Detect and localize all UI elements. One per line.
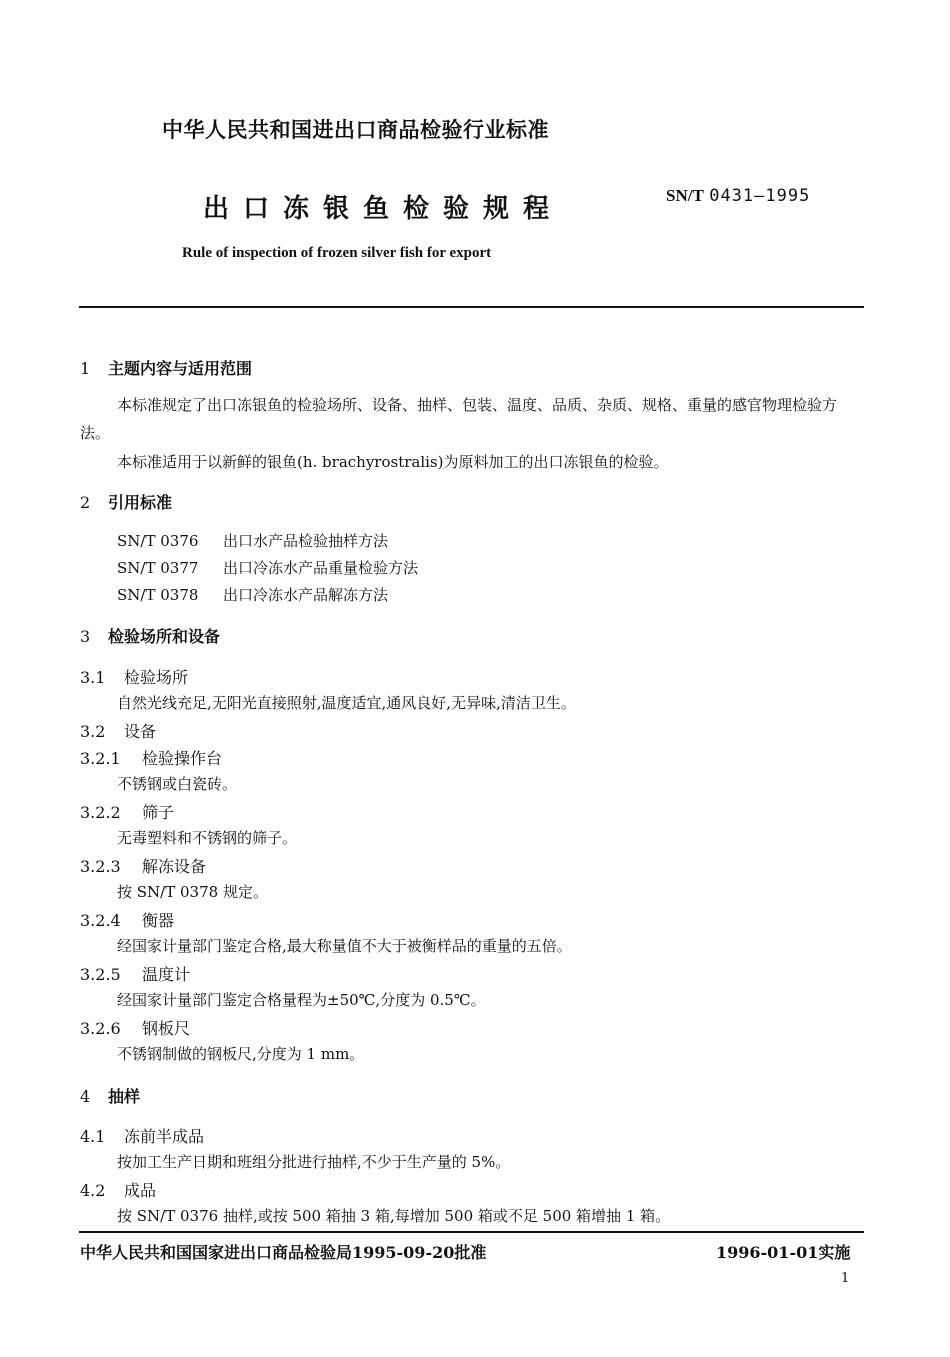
subsection-heading <box>80 1178 156 1201</box>
effective-date: 1996-01-01实施 <box>716 1243 851 1262</box>
page-number: 1 <box>841 1271 850 1286</box>
subsection-number: 3.2 <box>80 722 106 741</box>
subsection-number: 3.2.5 <box>80 965 121 984</box>
subsection-title: 钢板尺 <box>142 1019 191 1038</box>
subsection-text: 不锈钢制做的钢板尺,分度为 1 mm。 <box>117 1045 365 1063</box>
subsection-title: 筛子 <box>142 803 175 822</box>
standard-prefix: SN/T <box>666 186 704 205</box>
section-number: 3 <box>80 627 91 646</box>
section-2-heading <box>80 490 172 513</box>
subsection-title: 解冻设备 <box>142 857 207 876</box>
reference-code: SN/T 0377 <box>117 559 199 577</box>
section-title: 引用标准 <box>108 493 173 512</box>
approval-line: 中华人民共和国国家进出口商品检验局1995-09-20批准 <box>80 1243 487 1262</box>
subsection-text: 按加工生产日期和班组分批进行抽样,不少于生产量的 5%。 <box>117 1153 511 1171</box>
subsection-heading <box>80 665 188 688</box>
subsection-number: 3.2.4 <box>80 911 121 930</box>
subsection-number: 3.2.3 <box>80 857 121 876</box>
org-title: 中华人民共和国进出口商品检验行业标准 <box>162 117 549 142</box>
subsection-title: 衡器 <box>142 911 175 930</box>
subsection-number: 3.2.6 <box>80 1019 121 1038</box>
section-number: 2 <box>80 493 91 512</box>
subsection-heading <box>80 908 174 931</box>
section-number: 4 <box>80 1087 91 1106</box>
header-divider <box>79 306 864 308</box>
subsection-text: 经国家计量部门鉴定合格量程为±50℃,分度为 0.5℃。 <box>117 991 486 1009</box>
section-title: 主题内容与适用范围 <box>108 359 253 378</box>
subsection-heading <box>80 800 174 823</box>
section-number: 1 <box>80 359 91 378</box>
subsection-text: 按 SN/T 0376 抽样,或按 500 箱抽 3 箱,每增加 500 箱或不足 500 箱增抽 1 箱。 <box>117 1207 671 1225</box>
standard-code: 0431—1995 <box>709 186 811 206</box>
reference-code: SN/T 0376 <box>117 532 199 550</box>
subsection-text: 经国家计量部门鉴定合格,最大称量值不大于被衡样品的重量的五倍。 <box>117 937 572 955</box>
section-1-paragraph-2: 本标准适用于以新鲜的银鱼(h. brachyrostralis)为原料加工的出口冻银鱼的检验。 <box>117 453 669 471</box>
subsection-title: 温度计 <box>142 965 191 984</box>
subsection-number: 3.2.2 <box>80 803 121 822</box>
subsection-heading <box>80 746 222 769</box>
subsection-heading <box>80 719 156 742</box>
subsection-heading <box>80 854 206 877</box>
reference-title: 出口水产品检验抽样方法 <box>223 532 389 550</box>
subsection-number: 3.2.1 <box>80 749 121 768</box>
section-title: 检验场所和设备 <box>108 627 221 646</box>
subsection-title: 冻前半成品 <box>124 1127 205 1146</box>
subsection-title: 设备 <box>124 722 157 741</box>
subsection-text: 无毒塑料和不锈钢的筛子。 <box>117 829 298 847</box>
section-title: 抽样 <box>108 1087 141 1106</box>
subsection-number: 4.1 <box>80 1127 106 1146</box>
subsection-heading <box>80 1016 190 1039</box>
section-1-paragraph-1: 本标准规定了出口冻银鱼的检验场所、设备、抽样、包装、温度、品质、杂质、规格、重量的感官物理检验方法。 <box>80 396 838 442</box>
standard-number <box>666 186 810 206</box>
subsection-title: 成品 <box>124 1181 157 1200</box>
footer-divider <box>79 1231 864 1233</box>
subsection-title: 检验场所 <box>124 668 189 687</box>
section-1-heading <box>80 356 252 379</box>
reference-item <box>117 530 388 551</box>
subsection-text: 按 SN/T 0378 规定。 <box>117 883 268 901</box>
subsection-title: 检验操作台 <box>142 749 223 768</box>
section-4-heading <box>80 1084 140 1107</box>
subsection-text: 不锈钢或白瓷砖。 <box>117 775 238 793</box>
reference-item <box>117 557 418 578</box>
subsection-heading <box>80 962 190 985</box>
subsection-number: 4.2 <box>80 1181 106 1200</box>
english-title: Rule of inspection of frozen silver fish for export <box>182 245 492 261</box>
standard-title: 出口冻银鱼检验规程 <box>203 194 564 224</box>
reference-item <box>117 584 388 605</box>
reference-title: 出口冷冻水产品重量检验方法 <box>223 559 419 577</box>
subsection-text: 自然光线充足,无阳光直接照射,温度适宜,通风良好,无异味,清洁卫生。 <box>117 694 576 712</box>
subsection-heading <box>80 1124 204 1147</box>
section-3-heading <box>80 624 220 647</box>
reference-title: 出口冷冻水产品解冻方法 <box>223 586 389 604</box>
reference-code: SN/T 0378 <box>117 586 199 604</box>
subsection-number: 3.1 <box>80 668 106 687</box>
